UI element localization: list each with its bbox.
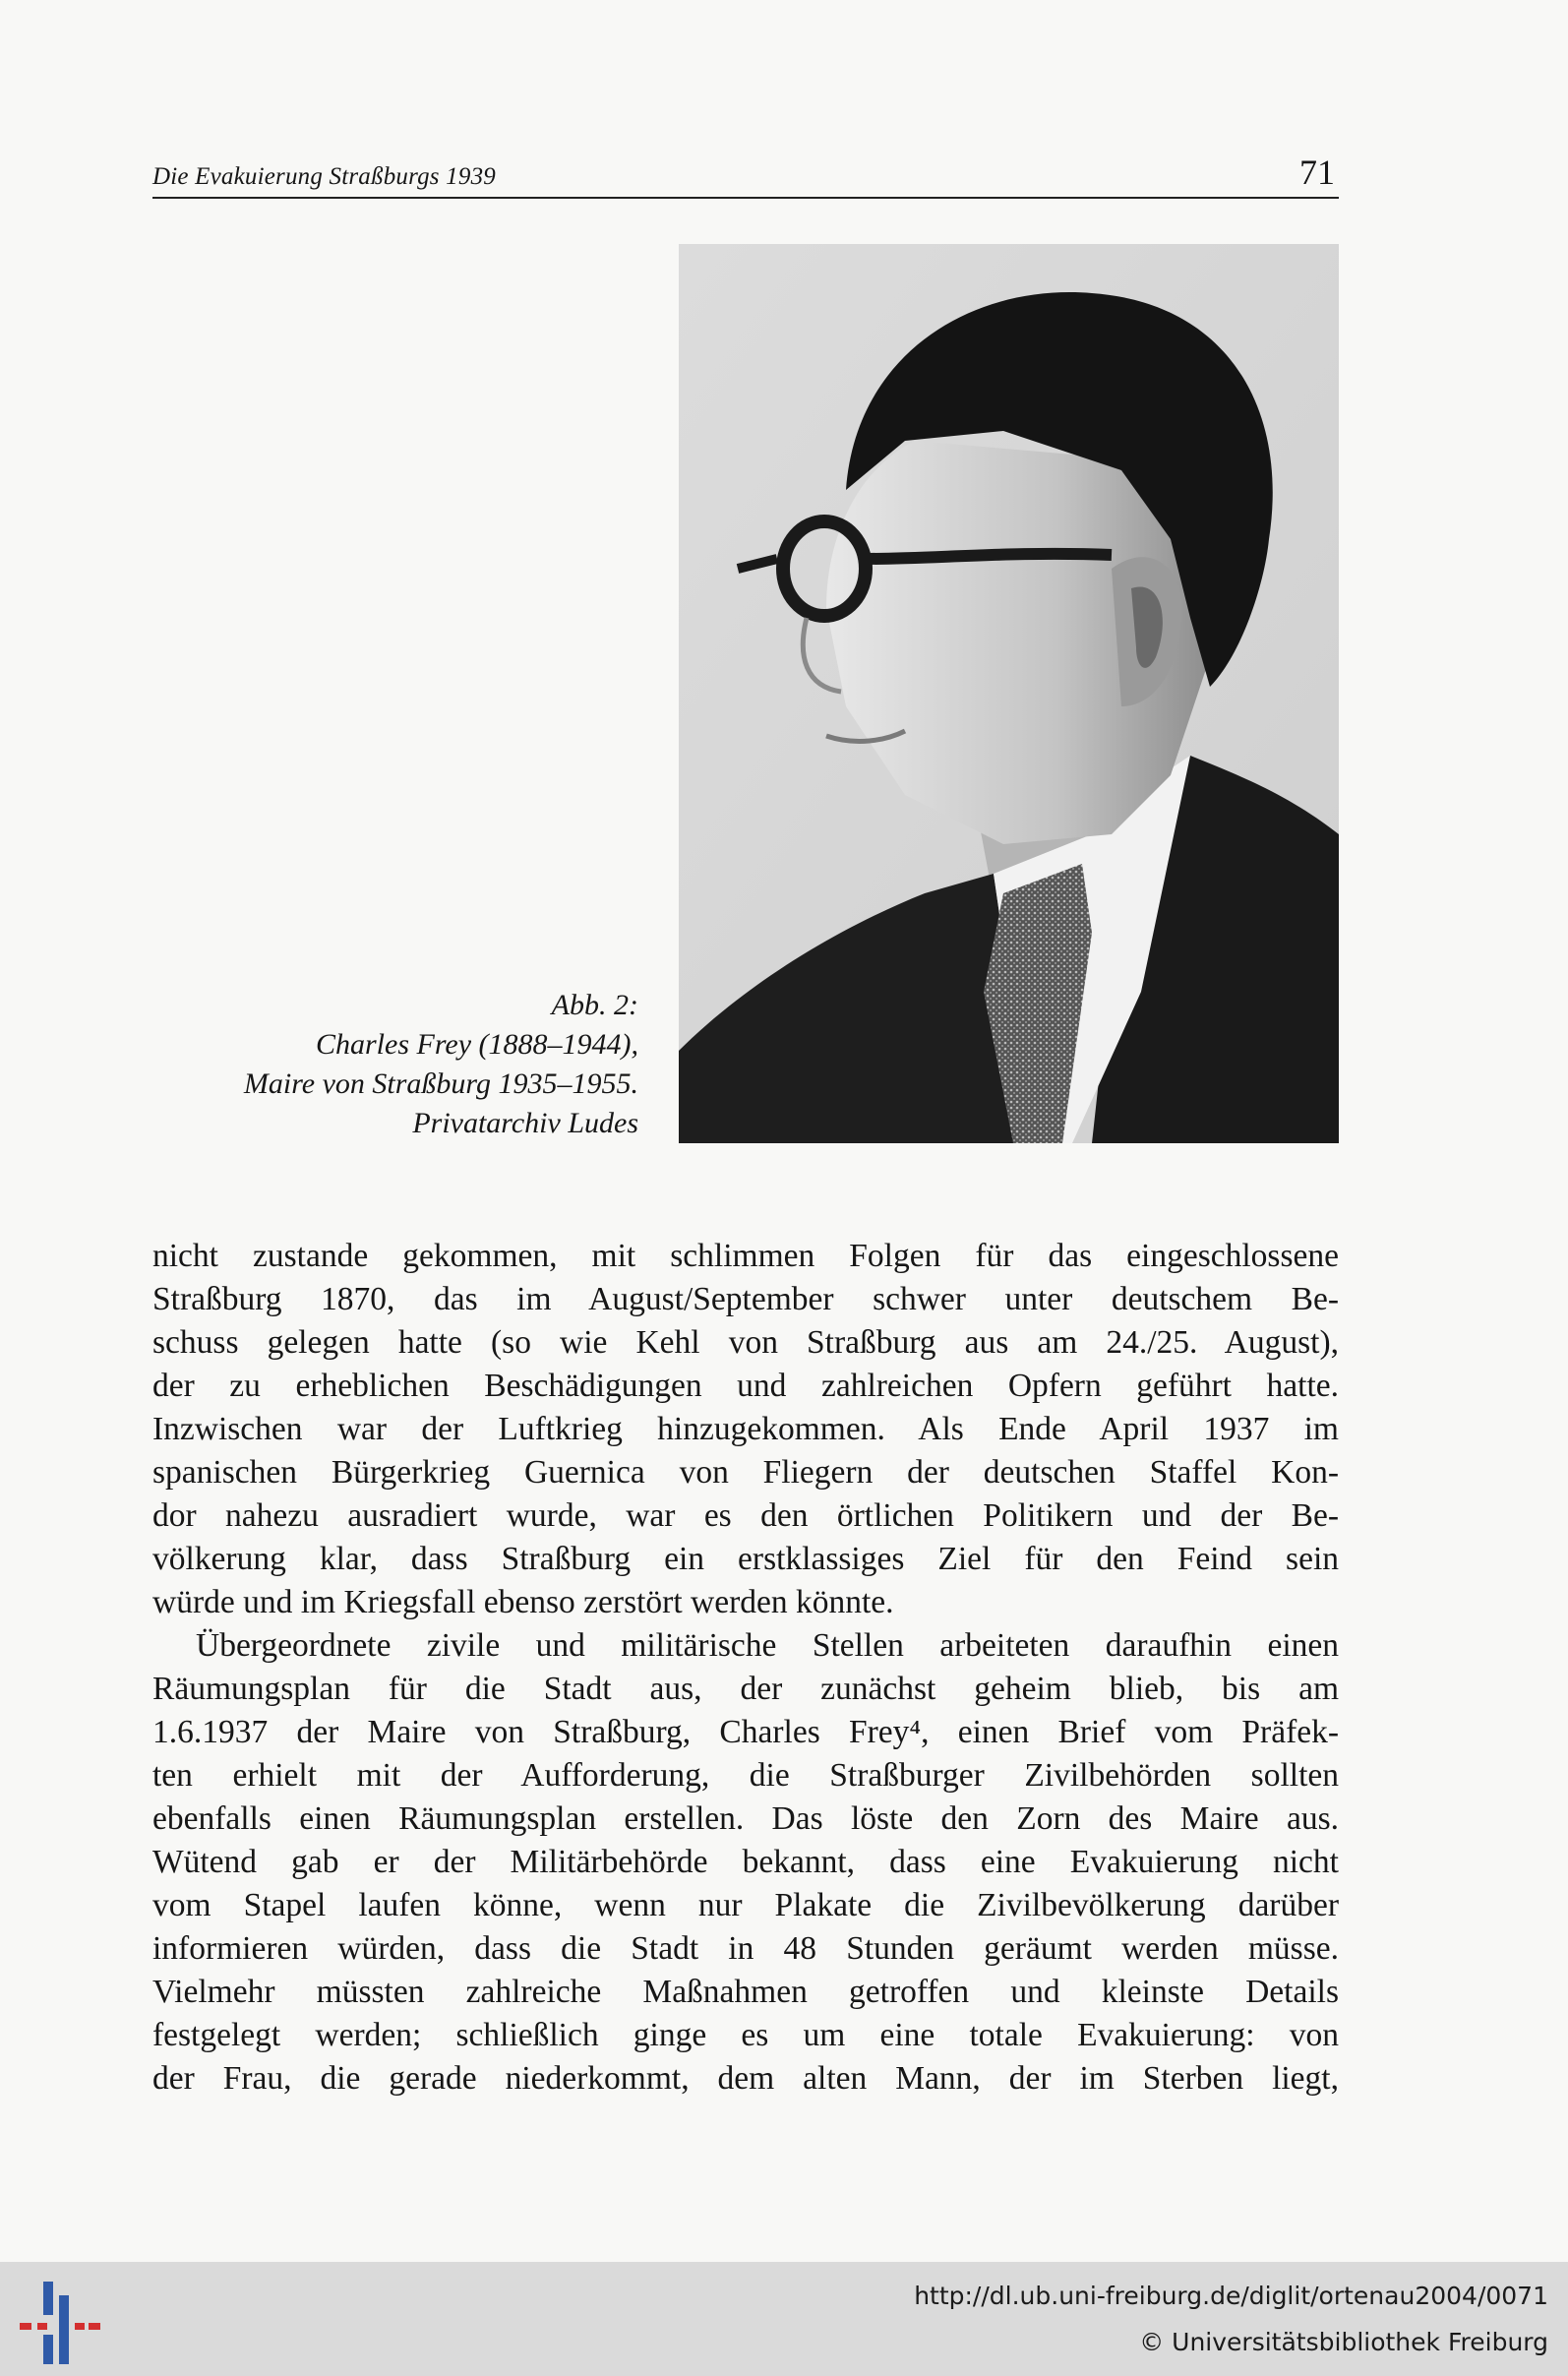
caption-line: Maire von Straßburg 1935–1955. (243, 1067, 638, 1100)
body-text (152, 1235, 1339, 2101)
figure-caption (127, 986, 638, 1143)
portrait-photo (679, 244, 1339, 1143)
text-line: Vielmehr müssten zahlreiche Maßnahmen getroffen und kleinste Details (152, 1974, 1339, 2010)
text-line: würde und im Kriegsfall ebenso zerstört werden könnte. (152, 1584, 894, 1620)
text-line: schuss gelegen hatte (so wie Kehl von Straßburg aus am 24./25. August), (152, 1324, 1339, 1361)
text-line: Inzwischen war der Luftkrieg hinzugekommen. Als Ende April 1937 im (152, 1411, 1339, 1447)
text-line: informieren würden, dass die Stadt in 48 Stunden geräumt werden müsse. (152, 1930, 1339, 1967)
page-number: 71 (1299, 152, 1335, 192)
text-line: Wütend gab er der Militärbehörde bekannt, dass eine Evakuierung nicht (152, 1844, 1339, 1880)
caption-line: Abb. 2: (551, 989, 638, 1021)
text-line: dor nahezu ausradiert wurde, war es den örtlichen Politikern und der Be- (152, 1497, 1339, 1534)
text-line: Straßburg 1870, das im August/September schwer unter deutschem Be- (152, 1281, 1339, 1317)
copyright-text: © Universitätsbibliothek Freiburg (1139, 2328, 1548, 2356)
text-line: der Frau, die gerade niederkommt, dem alten Mann, der im Sterben liegt, (152, 2060, 1339, 2097)
text-line: ten erhielt mit der Aufforderung, die Straßburger Zivilbehörden sollten (152, 1757, 1339, 1794)
caption-line: Privatarchiv Ludes (412, 1107, 638, 1139)
caption-line: Charles Frey (1888–1944), (315, 1028, 638, 1061)
text-line: ebenfalls einen Räumungsplan erstellen. Das löste den Zorn des Maire aus. (152, 1800, 1339, 1837)
running-title: Die Evakuierung Straßburgs 1939 (152, 163, 496, 190)
text-line: der zu erheblichen Beschädigungen und zahlreichen Opfern geführt hatte. (152, 1368, 1339, 1404)
footer-bar (0, 2262, 1568, 2376)
text-line: nicht zustande gekommen, mit schlimmen Folgen für das eingeschlossene (152, 1238, 1339, 1274)
text-line: Räumungsplan für die Stadt aus, der zunächst geheim blieb, bis am (152, 1671, 1339, 1707)
page-header (152, 150, 1339, 199)
ub-freiburg-logo-icon (20, 2282, 100, 2364)
text-line: Übergeordnete zivile und militärische Stellen arbeiteten daraufhin einen (196, 1627, 1339, 1664)
text-line: festgelegt werden; schließlich ginge es um eine totale Evakuierung: von (152, 2017, 1339, 2053)
text-line: 1.6.1937 der Maire von Straßburg, Charles Frey⁴, einen Brief vom Präfek- (152, 1714, 1339, 1750)
source-url-link[interactable]: http://dl.ub.uni-freiburg.de/diglit/ortenau2004/0071 (914, 2282, 1548, 2310)
text-line: spanischen Bürgerkrieg Guernica von Fliegern der deutschen Staffel Kon- (152, 1454, 1339, 1491)
text-line: völkerung klar, dass Straßburg ein erstklassiges Ziel für den Feind sein (152, 1541, 1339, 1577)
text-line: vom Stapel laufen könne, wenn nur Plakate die Zivilbevölkerung darüber (152, 1887, 1339, 1923)
